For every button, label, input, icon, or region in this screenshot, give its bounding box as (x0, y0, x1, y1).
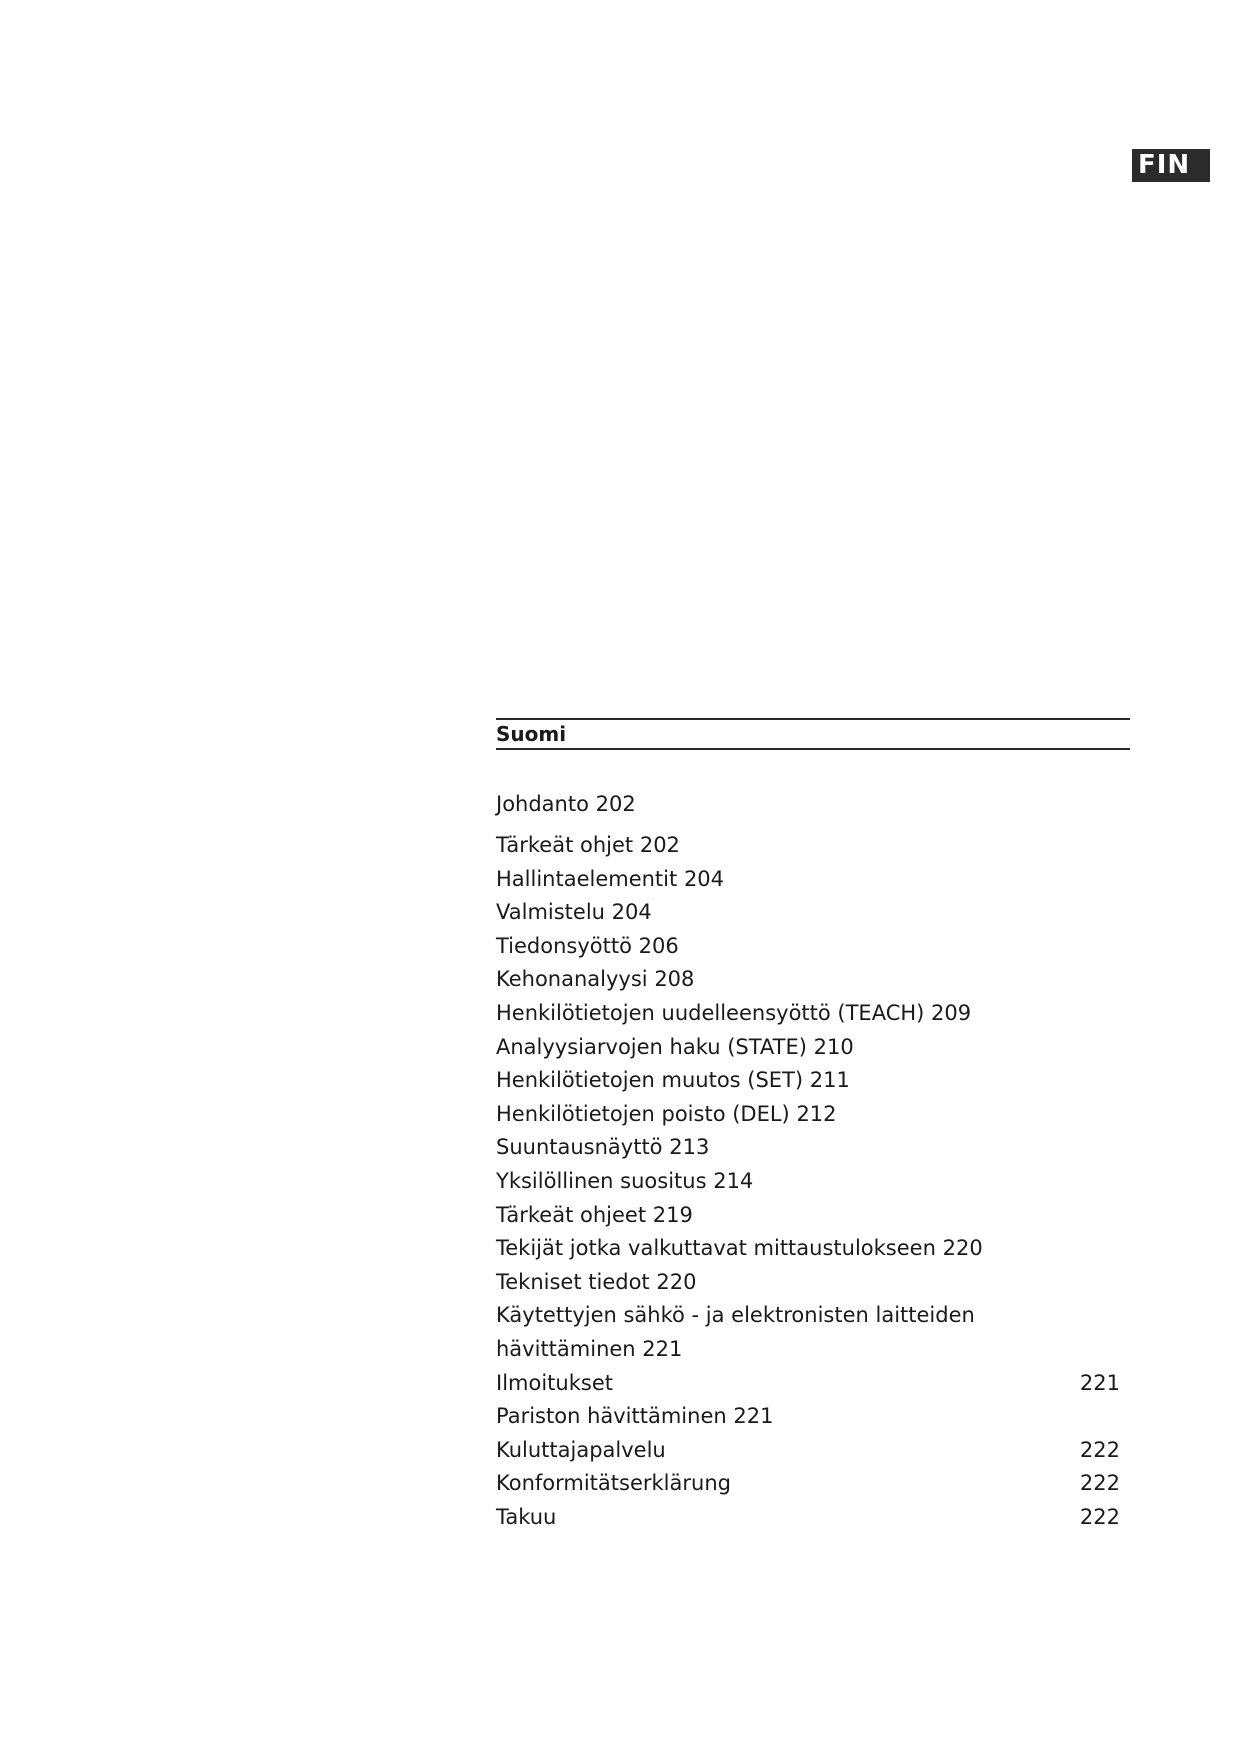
toc-entry[interactable] (496, 963, 1130, 997)
toc-entry-page: 204 (683, 866, 725, 891)
toc-entry-page: 222 (1079, 1504, 1120, 1529)
toc-entry-title: Pariston hävittäminen (496, 1404, 734, 1429)
toc-entry-title: Henkilötietojen uudelleensyöttö (TEACH) (496, 1000, 925, 1025)
toc-entry-page: 208 (654, 967, 695, 992)
toc-entry-title: Suuntausnäyttö (496, 1135, 663, 1160)
toc-entry-title: Tekniset tiedot (496, 1269, 650, 1294)
toc-entry-title: Yksilöllinen suositus (496, 1168, 714, 1193)
toc-entry[interactable] (496, 1367, 1130, 1401)
toc-entry-page: 220 (656, 1269, 697, 1294)
toc-entry[interactable] (496, 997, 1130, 1031)
toc-entry-title: Hallintaelementit (496, 866, 678, 891)
toc-entry-page: 206 (638, 933, 679, 958)
toc-entry-page: 221 (1079, 1370, 1120, 1395)
toc-entry-page: 221 (733, 1404, 774, 1429)
toc-entry-page: 209 (931, 1000, 972, 1025)
toc-entry[interactable] (496, 863, 1130, 897)
toc-entry-title: Tärkeät ohjet (496, 833, 634, 857)
toc-entry[interactable] (496, 788, 1130, 822)
toc-entry-page: 212 (796, 1101, 837, 1126)
toc-entry-title: Käytettyjen sähkö - ja elektronisten laitteiden hävittäminen (496, 1303, 975, 1361)
toc-entry-page: 204 (611, 900, 652, 925)
toc-entry-page: 210 (813, 1034, 854, 1059)
section-title: Suomi (496, 722, 567, 746)
toc-entry[interactable] (496, 1467, 1130, 1501)
toc-entry[interactable] (496, 1199, 1130, 1233)
toc-intro-list (496, 788, 1130, 822)
toc-entry-page: 219 (652, 1202, 693, 1227)
toc-entry-page: 214 (713, 1168, 754, 1193)
toc-entry-page: 202 (595, 792, 636, 816)
toc-entry-title: Valmistelu (496, 900, 605, 925)
toc-entry-title: Henkilötietojen poisto (DEL) (496, 1101, 790, 1126)
toc-entry[interactable] (496, 1501, 1130, 1535)
toc-entry-page: 222 (1079, 1471, 1120, 1496)
toc-entry-title: Analyysiarvojen haku (STATE) (496, 1034, 807, 1059)
toc-entry-title: Tärkeät ohjeet (496, 1202, 647, 1227)
toc-entry[interactable] (496, 1400, 1130, 1434)
toc-entry-title: Ilmoitukset (496, 1370, 613, 1395)
toc-entry[interactable] (496, 930, 1130, 964)
section-header (496, 718, 1130, 750)
toc-entry[interactable] (496, 1165, 1130, 1199)
toc-entry-title: Henkilötietojen muutos (SET) (496, 1068, 804, 1093)
toc-entry-title: Tekijät jotka valkuttavat mittaustulokseen (496, 1236, 936, 1261)
toc-entry[interactable] (496, 1434, 1130, 1468)
toc-entry[interactable] (496, 1299, 976, 1366)
toc-entry-title: Takuu (496, 1504, 557, 1529)
toc-entry-page: 220 (942, 1236, 983, 1261)
toc-entry[interactable] (496, 1266, 1130, 1300)
toc-entry[interactable] (496, 1098, 1130, 1132)
toc-entry[interactable] (496, 1232, 1130, 1266)
language-tab: FIN (1132, 149, 1210, 182)
toc-entry-title: Tiedonsyöttö (496, 933, 632, 958)
toc-entry-page: 213 (669, 1135, 710, 1160)
toc-entry-page: 222 (1079, 1437, 1120, 1462)
toc-entry[interactable] (496, 829, 1130, 863)
toc-entry-title: Kuluttajapalvelu (496, 1437, 666, 1462)
toc-entry[interactable] (496, 1064, 1130, 1098)
toc-entry-page: 202 (639, 833, 680, 857)
toc-entry-page: 221 (642, 1336, 683, 1361)
toc-entry[interactable] (496, 1031, 1130, 1065)
toc-entry[interactable] (496, 1131, 1130, 1165)
toc-list (496, 829, 1130, 1534)
table-of-contents (496, 718, 1130, 1529)
toc-entry[interactable] (496, 896, 1130, 930)
toc-entry-page: 211 (809, 1068, 850, 1093)
toc-entry-title: Konformitätserklärung (496, 1471, 731, 1496)
toc-entry-title: Kehonanalyysi (496, 967, 648, 992)
toc-entry-title: Johdanto (496, 792, 589, 816)
